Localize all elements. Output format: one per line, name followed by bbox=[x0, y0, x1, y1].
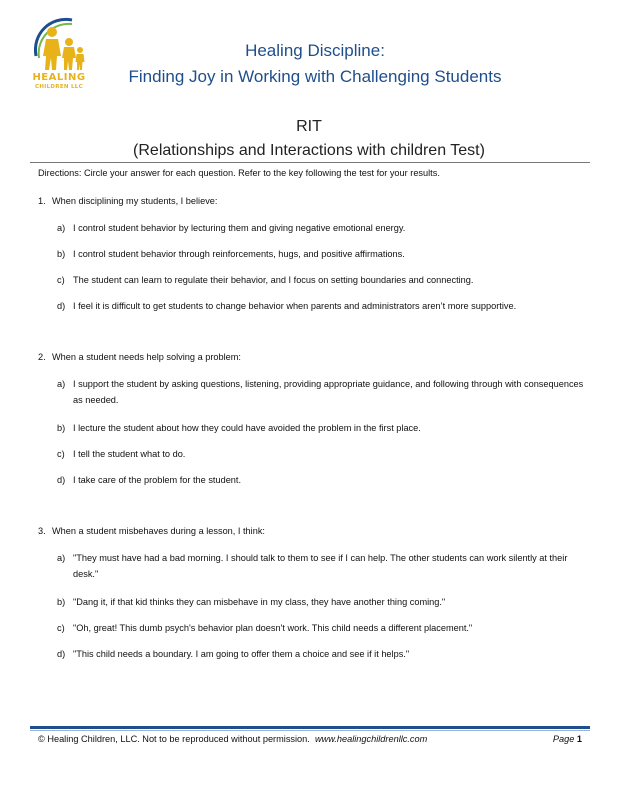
option-text: The student can learn to regulate their behavior, and I focus on setting boundaries and connecting. bbox=[73, 275, 474, 285]
question-text: When a student misbehaves during a lesson, I think: bbox=[52, 526, 265, 536]
option-letter: c) bbox=[57, 275, 65, 285]
option-letter: c) bbox=[57, 623, 65, 633]
directions-text: Directions: Circle your answer for each question. Refer to the key following the test for your results. bbox=[38, 168, 440, 178]
option-text: I tell the student what to do. bbox=[73, 449, 186, 459]
footer-copyright: © Healing Children, LLC. Not to be reproduced without permission. bbox=[38, 734, 310, 744]
option-text: I control student behavior through reinforcements, hugs, and positive affirmations. bbox=[73, 249, 405, 259]
option-text: I feel it is difficult to get students to change behavior when parents and administrators aren’t more supportive. bbox=[73, 301, 517, 311]
option-letter: d) bbox=[57, 475, 66, 485]
option-text: "Dang it, if that kid thinks they can misbehave in my class, they have another thing coming." bbox=[73, 597, 446, 607]
question-number: 1. bbox=[38, 196, 46, 206]
option-text: "They must have had a bad morning. I should talk to them to see if I can help. The other students can work silently at their desk." bbox=[73, 553, 568, 579]
healing-children-logo bbox=[28, 12, 90, 96]
option-letter: d) bbox=[57, 649, 66, 659]
question-3-option-b[interactable] bbox=[57, 594, 587, 610]
footer-page-number: 1 bbox=[576, 734, 582, 744]
option-text: I support the student by asking questions, listening, providing appropriate guidance, and following through with consequences as needed. bbox=[73, 379, 584, 405]
option-text: I take care of the problem for the student. bbox=[73, 475, 242, 485]
question-1-option-a[interactable] bbox=[57, 220, 587, 236]
footer-page-label: Page bbox=[552, 734, 575, 744]
question-text: When disciplining my students, I believe: bbox=[52, 196, 218, 206]
question-3 bbox=[38, 525, 265, 537]
question-1-option-d[interactable] bbox=[57, 298, 587, 314]
question-1 bbox=[38, 195, 217, 207]
option-letter: d) bbox=[57, 301, 66, 311]
option-text: "Oh, great! This dumb psych's behavior plan doesn't work. This child needs a different placement." bbox=[73, 623, 473, 633]
option-text: I lecture the student about how they could have avoided the problem in the first place. bbox=[73, 423, 421, 433]
logo-wordmark: HEALING bbox=[32, 72, 86, 83]
question-3-option-a[interactable] bbox=[57, 550, 587, 582]
document-title-line2: Finding Joy in Working with Challenging Students bbox=[128, 67, 502, 86]
logo-subtitle: CHILDREN LLC bbox=[35, 84, 83, 90]
question-2 bbox=[38, 351, 241, 363]
question-1-option-c[interactable] bbox=[57, 272, 587, 288]
question-2-option-a[interactable] bbox=[57, 376, 587, 408]
option-letter: a) bbox=[57, 553, 66, 563]
family-figures-icon bbox=[28, 12, 90, 72]
option-text: "This child needs a boundary. I am going to offer them a choice and see if it helps." bbox=[73, 649, 410, 659]
question-number: 2. bbox=[38, 352, 46, 362]
document-title-line1: Healing Discipline: bbox=[245, 41, 385, 60]
option-letter: a) bbox=[57, 223, 66, 233]
question-3-option-d[interactable] bbox=[57, 646, 587, 662]
option-letter: b) bbox=[57, 423, 66, 433]
footer-divider-thin bbox=[30, 730, 590, 731]
option-letter: a) bbox=[57, 379, 66, 389]
header-divider bbox=[30, 162, 590, 163]
question-text: When a student needs help solving a problem: bbox=[52, 352, 241, 362]
question-2-option-c[interactable] bbox=[57, 446, 587, 462]
test-subtitle: (Relationships and Interactions with children Test) bbox=[133, 142, 485, 159]
option-letter: b) bbox=[57, 597, 66, 607]
option-letter: b) bbox=[57, 249, 66, 259]
footer-website-link[interactable]: www.healingchildrenllc.com bbox=[314, 734, 428, 744]
question-number: 3. bbox=[38, 526, 46, 536]
option-text: I control student behavior by lecturing them and giving negative emotional energy. bbox=[73, 223, 406, 233]
test-name: RIT bbox=[296, 118, 322, 135]
footer-divider bbox=[30, 726, 590, 729]
question-3-option-c[interactable] bbox=[57, 620, 587, 636]
question-2-option-b[interactable] bbox=[57, 420, 587, 436]
question-1-option-b[interactable] bbox=[57, 246, 587, 262]
option-letter: c) bbox=[57, 449, 65, 459]
question-2-option-d[interactable] bbox=[57, 472, 587, 488]
